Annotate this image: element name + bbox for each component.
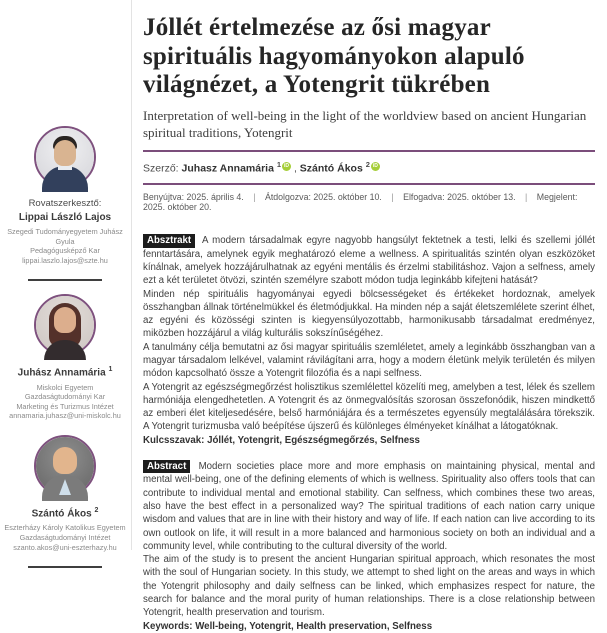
- orcid-icon[interactable]: iD: [372, 162, 378, 169]
- editor-card: [0, 126, 130, 265]
- author-name-2: Szántó Ákos $^2$: [31, 507, 99, 520]
- author-email-link-2[interactable]: szanto.akos@uni-eszterhazy.hu: [13, 542, 117, 552]
- abstract-hu-paragraph: Minden nép spirituális hagyományai egyedi bölcsességeket és értékeket hordoznak, amelyek összhangban állnak történelmükkel és életmódjukkal. Ha minden nép a saját életszemlélete szerint élhet, az egyéni és közösségi szinten is kiegyensúlyozottabb, harmonikusabb társadalmat eredményez, miközben hozzájárul a világ kulturális sokszínűségéhez.: [143, 288, 595, 340]
- date-published-label: Megjelent:: [536, 192, 578, 203]
- author-separator: ,: [293, 162, 297, 175]
- date-separator: |: [391, 192, 394, 203]
- editor-role-label: Rovatszerkesztő:: [28, 198, 102, 209]
- date-submitted-label: Benyújtva:: [143, 192, 185, 203]
- author-affiliation-line: Marketing és Turizmus Intézet: [16, 401, 114, 411]
- editor-photo: [34, 126, 96, 188]
- date-separator: |: [253, 192, 256, 203]
- abstract-hu-paragraph: A Yotengrit az egészségmegőrzést holisztikus szemlélettel közelíti meg, amelyben a test, lélek és szellem harmóniája elengedhetetlen. A Yotengrit és az önmegvalósítás szorosan összefonódik, hiszen mindkettő az emberi élet kiteljesedésére, belső harmóniájára és a természetes egyensúly megtalálására törekszik. A Yotengrit turizmusba való beépítése újszerű és különleges élményeket kínálhat a látogatóknak.: [143, 381, 595, 433]
- author-photo-2: [34, 435, 96, 497]
- authors-sidebar: [0, 0, 130, 550]
- author-affiliation-line: Gazdaságtudományi Kar: [24, 392, 106, 402]
- content-divider: [131, 0, 132, 550]
- abstract-en-paragraph: Abstract Modern societies place more and more emphasis on maintaining physical, mental and mental well-being, one of the defining elements of which is wellness. Spirituality also offers tools that can contribute to individual mental and emotional stability. Can selfness, which combines these two areas, also have the best effect in a personalized way? The spiritual traditions of each nation carry unique wisdom and values that are in line with their history and way of life. If each nation can live according to its own outlook on life, it will result in a more balanced and harmonious society on both an individual and a community level, while contributing to the cultural diversity of the world.: [143, 461, 595, 552]
- date-revised-value: 2025. október 10.: [313, 192, 382, 203]
- author-name-1: Juhász Annamária $^1$: [17, 366, 113, 379]
- author-card-1: [0, 294, 130, 421]
- author-email-link-1[interactable]: annamaria.juhasz@uni-miskolc.hu: [9, 411, 121, 421]
- abstract-en-badge: Abstract: [143, 460, 190, 473]
- author-affiliation-line: Gazdaságtudományi Intézet: [19, 533, 111, 542]
- abstract-hu-paragraph: A tanulmány célja bemutatni az ősi magyar spirituális szemléletet, amely a leginkább összhangban van a magyar társadalom lelkével, valamint rávilágítani arra, hogy a modern életünk melyik területén és milyen módon kapcsolható össze a Yotengrit filozófia és a napi selfness.: [143, 341, 595, 380]
- author-affiliation-line: Miskolci Egyetem: [36, 382, 94, 392]
- article-main: [143, 14, 595, 633]
- abstract-hu: [143, 234, 595, 447]
- author-affiliation-line: Eszterházy Károly Katolikus Egyetem: [4, 523, 126, 533]
- author-label: Szerző:: [143, 162, 179, 175]
- date-accepted-value: 2025. október 13.: [447, 192, 516, 203]
- date-published-value: 2025. október 20.: [143, 202, 212, 213]
- author-photo-1: [34, 294, 96, 356]
- byline-author-2-sup: 2: [365, 159, 370, 169]
- byline-author-1: Juhasz Annamária: [181, 162, 274, 175]
- author-card-2: [0, 435, 130, 552]
- date-accepted-label: Elfogadva:: [403, 192, 445, 203]
- abstract-hu-paragraph: Absztrakt A modern társadalmak egyre nagyobb hangsúlyt fektetnek a testi, lelki és szellemi jóllét fenntartására, amelynek egyik meghatározó eleme a wellness. A spiritualitás szintén olyan eszközöket kínálnak, amelyek hozzájárulhatnak az egyéni mentális és érzelmi stabilitáshoz. Vajon a selfness, amely ezt a két területet ötvözi, szintén személyre szabott módon tudja leginkább kifejteni hatását?: [143, 235, 595, 287]
- byline-author-2: Szántó Ákos: [299, 162, 363, 175]
- article-subtitle: Interpretation of well-being in the light of the worldview based on ancient Hungarian spiritual traditions, Yotengrit: [143, 107, 587, 140]
- date-revised-label: Átdolgozva:: [264, 192, 311, 203]
- editor-email-link[interactable]: lippai.laszlo.lajos@szte.hu: [22, 255, 108, 265]
- keywords-hu: Kulcsszavak: Jóllét, Yotengrit, Egészségmegőrzés, Selfness: [143, 434, 420, 446]
- editor-name: Lippai László Lajos: [18, 212, 112, 223]
- byline-author-1-sup: 1: [276, 159, 282, 169]
- sidebar-divider: [28, 279, 102, 281]
- editor-affiliation-line: Szegedi Tudományegyetem Juhász Gyula: [7, 227, 123, 246]
- editor-affiliation-line: Pedagógusképző Kar: [30, 246, 100, 256]
- keywords-en: Keywords: Well-being, Yotengrit, Health preservation, Selfness: [143, 620, 433, 632]
- date-separator: |: [525, 192, 528, 203]
- author-byline: [143, 152, 595, 184]
- article-dates: [143, 185, 595, 219]
- abstract-en-paragraph: The aim of the study is to present the ancient Hungarian spiritual approach, which resonates the most with the soul of Hungarian society. In this study, we attempt to shed light on the areas and ways in which the Yotengrit philosophy and daily selfness can be linked, which emphasizes respect for nature, the search for balance and the moral purity of human relationships. There is a close relationship between Yotengrit, health preservation and tourism.: [143, 554, 595, 619]
- abstract-hu-badge: Absztrakt: [143, 234, 195, 247]
- orcid-icon[interactable]: iD: [284, 162, 290, 169]
- article-title: Jóllét értelmezése az ősi magyar spirituális hagyományokon alapuló világnézet, a Yotengrit tükrében: [143, 14, 525, 98]
- sidebar-divider: [28, 566, 102, 568]
- abstract-en: [143, 460, 595, 633]
- date-submitted-value: 2025. április 4.: [186, 192, 244, 203]
